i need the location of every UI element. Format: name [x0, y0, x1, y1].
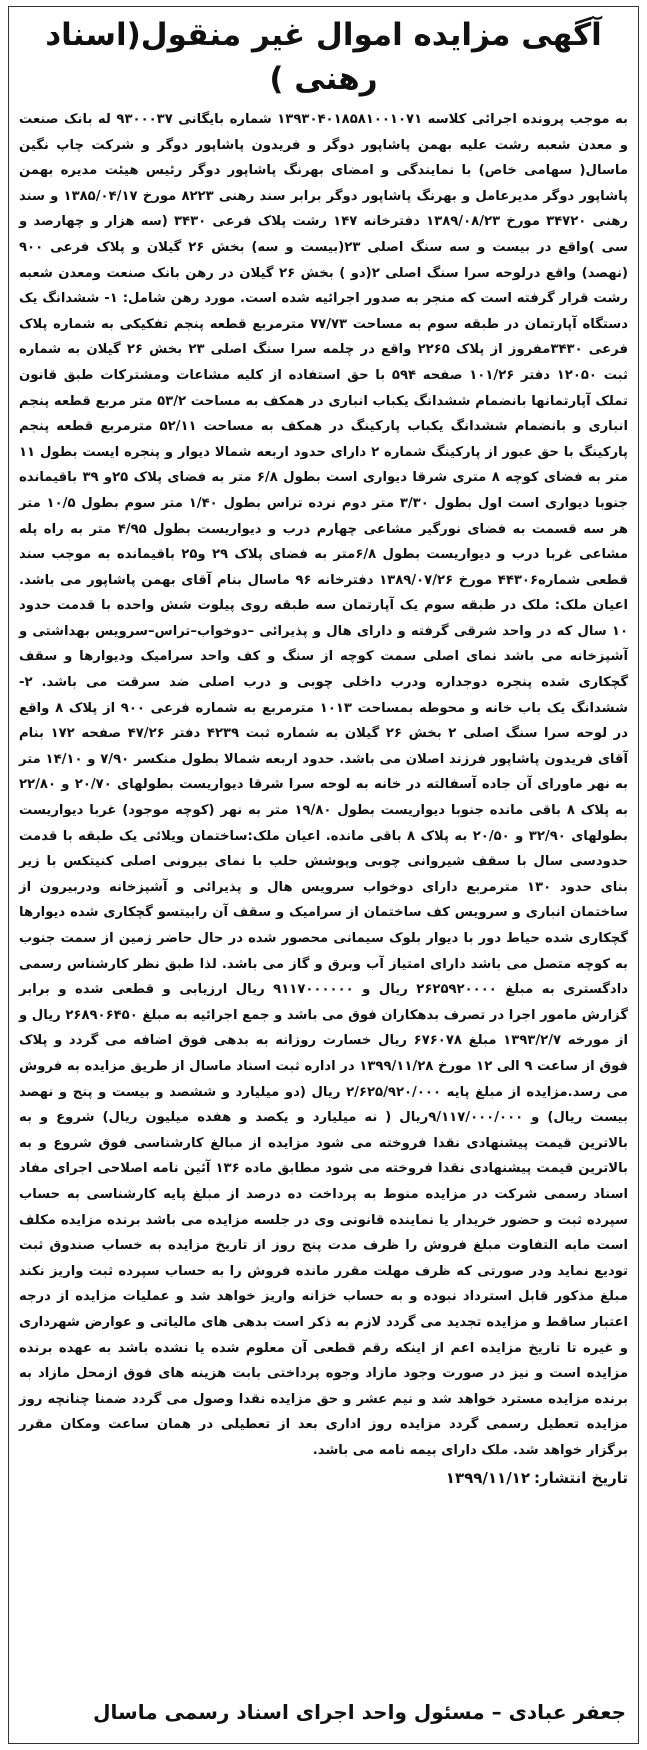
publication-date	[19, 1465, 628, 1491]
notice-body-paragraph: به موجب پرونده اجرائی کلاسه ۱۳۹۳۰۴۰۱۸۵۸۱۰۰۱۰۷۱ شماره بایگانی ۹۳۰۰۰۳۷ له بانک صنعت و معدن شعبه رشت علیه بهمن پاشاپور دوگر و فریدون پاشاپور دوگر و شرکت چاپ نگین ماسال( سهامی خاص) با نمایندگی و امضای بهرنگ پاشاپور دوگر رئیس هیئت مدیره بهمن پاشاپور دوگر مدیرعامل و بهرنگ پاشاپور دوگر برابر سند رهنی ۸۲۲۳ مورخ ۱۳۸۵/۰۴/۱۷ و سند رهنی ۳۴۷۲۰ مورخ ۱۳۸۹/۰۸/۲۳ دفترخانه ۱۴۷ رشت پلاک فرعی ۳۴۳۰ (سه هزار و چهارصد و سی )واقع در بیست و سه سنگ اصلی ۲۳(بیست و سه) بخش ۲۶ گیلان و پلاک فرعی ۹۰۰ (نهصد) واقع درلوحه سرا سنگ اصلی ۲(دو ) بخش ۲۶ گیلان در رهن بانک صنعت ومعدن شعبه رشت قرار گرفته است که منجر به صدور اجرائیه شده است. مورد رهن شامل: ۱- ششدانگ یک دستگاه آپارتمان در طبقه سوم به مساحت ۷۷/۷۳ مترمربع قطعه پنجم تفکیکی به شماره پلاک فرعی ۳۴۳۰مفروز از پلاک ۲۲۶۵ واقع در چلمه سرا سنگ اصلی ۲۳ بخش ۲۶ گیلان به شماره ثبت ۱۲۰۵۰ دفتر ۱۰۱/۲۶ صفحه ۵۹۴ با حق استفاده از کلیه مشاعات ومشترکات طبق قانون تملک آپارتمانها بانضمام ششدانگ یکباب انباری در همکف به مساحت ۵۳/۲ متر مربع قطعه پنجم انباری و بانضمام ششدانگ یکباب پارکینگ در همکف به مساحت ۵۲/۱۱ مترمربع قطعه پنجم پارکینگ با حق عبور از پارکینگ شماره ۲ دارای حدود اربعه شمالا دیوار و پنجره ایست بطول ۱۱ متر به فضای کوچه ۸ متری شرقا دیواری است بطول ۶/۸ متر به فضای پلاک ۲۵و ۳۹ باقیمانده جنوبا دیواری است اول بطول ۳/۳۰ متر دوم نرده تراس بطول ۱/۴۰ متر سوم بطول ۱۰/۵ متر هر سه قسمت به فضای نورگیر مشاعی چهارم درب و دیواریست بطول ۴/۹۵ متر به راه پله مشاعی غربا درب و دیواریست بطول ۶/۸متر به فضای پلاک ۲۹ و۲۵ باقیمانده به موجب سند قطعی شماره۴۴۳۰۶ مورخ ۱۳۸۹/۰۷/۲۶ دفترخانه ۹۶ ماسال بنام آقای بهمن پاشاپور می باشد. اعیان ملک: ملک در طبقه سوم یک آپارتمان سه طبقه روی پیلوت شش واحده با قدمت حدود ۱۰ سال که در واحد شرقی گرفته و دارای هال و پذیرائی –دوخواب–تراس–سرویس بهداشتی و آشپزخانه می باشد نمای اصلی سمت کوچه از سنگ و کف واحد سرامیک ودیوارها و سقف گچکاری شده پنجره دوجداره ودرب داخلی چوبی و درب اصلی ضد سرقت می باشد. ۲- ششدانگ یک باب خانه و محوطه بمساحت ۱۰۱۳ مترمربع به شماره فرعی ۹۰۰ از پلاک ۸ واقع در لوحه سرا سنگ اصلی ۲ بخش ۲۶ گیلان به شماره ثبت ۴۲۳۹ دفتر ۴۷/۲۶ صفحه ۱۷۲ بنام آقای فریدون پاشاپور فرزند اصلان می باشد. حدود اربعه شمالا بطول منکسر ۷/۹۰ و ۱۴/۱۰ متر به نهر ماورای آن جاده آسفالته در خانه به لوحه سرا شرقا دیواریست بطولهای ۲۰/۷۰ و ۲۲/۸۰ به پلاک ۸ باقی مانده جنوبا دیواریست بطول ۱۹/۸۰ متر به نهر (کوچه موجود) غربا دیواریست بطولهای ۳۲/۹۰ و ۲۰/۵۰ به پلاک ۸ باقی مانده. اعیان ملک:ساختمان ویلائی یک طبقه با قدمت حدودسی سال با سقف شیروانی چوبی وپوشش حلب با نمای بیرونی اصلی کنیتکس با زیر بنای حدود ۱۳۰ مترمربع دارای دوخواب سرویس هال و پذیرائی و آشپزخانه ودربیرون از ساختمان انباری و سرویس کف ساختمان از سرامیک و سقف آن رابیتسو گچکاری شده دیوارها گچکاری شده حیاط دور با دیوار بلوک سیمانی محصور شده در حال حاضر زمین از سمت جنوب به کوچه متصل می باشد دارای امتیاز آب وبرق و گاز می باشد. لذا طبق نظر کارشناس رسمی دادگستری به مبلغ ۲۶۲۵۹۲۰۰۰۰ ریال و ۹۱۱۷۰۰۰۰۰۰ ریال ارزیابی و قطعی شده و برابر گزارش مامور اجرا در تصرف بدهکاران فوق می باشد و جمع اجرائیه به مبلغ ۲۶۸۹۰۶۴۵۰ ریال و از مورخه ۱۳۹۳/۲/۷ مبلغ ۶۷۶۰۷۸ ریال خسارت روزانه به بدهی فوق اضافه می گردد و پلاک فوق از ساعت ۹ الی ۱۲ مورخ ۱۳۹۹/۱۱/۲۸ در اداره ثبت اسناد ماسال از طریق مزایده به فروش می رسد.مزایده از مبلغ پایه ۲/۶۲۵/۹۲۰/۰۰۰ ریال (دو میلیارد و ششصد و بیست و پنج و نهصد بیست ریال) و ۹/۱۱۷/۰۰۰/۰۰۰ریال ( نه میلیارد و یکصد و هفده میلیون ریال) شروع و به بالاترین قیمت پیشنهادی نقدا فروخته می شود مزایده از مبالغ کارشناسی فوق شروع و به بالاترین قیمت پیشنهادی نقدا فروخته می شود مطابق ماده ۱۳۶ آئین نامه اصلاحی اجرای مفاد اسناد رسمی شرکت در مزایده منوط به پرداخت ده درصد از مبلغ پایه کارشناسی به حساب سپرده ثبت و حضور خریدار یا نماینده قانونی وی در جلسه مزایده می باشد برنده مزایده مکلف است مابه التفاوت مبلغ فروش را ظرف مدت پنج روز از تاریخ مزایده به خساب صندوق ثبت تودیع نماید ودر صورتی که ظرف مهلت مقرر مانده فروش را به حساب سپرده ثبت واریز نکند مبلغ مذکور قابل استرداد نبوده و به حساب خزانه واریز خواهد شد و عملیات مزایده از درجه اعتبار ساقط و مزایده تجدید می گردد لازم به ذکر است بدهی های مالیاتی و عوارض شهرداری و غیره تا تاریخ مزایده اعم از اینکه رقم قطعی آن معلوم شده یا نشده باشد به عهده برنده مزایده است و نیز در صورت وجود مازاد وجوه پرداختی بابت هزینه های فوق ازمحل مازاد به برنده مزایده مسترد خواهد شد و نیم عشر و حق مزایده نقدا وصول می گردد ضمنا چنانچه روز مزایده تعطیل رسمی گردد مزایده روز اداری بعد از تعطیلی در همان ساعت ومکان مقرر برگزار خواهد شد. ملک دارای بیمه نامه می باشد.	[19, 112, 629, 1458]
notice-body	[19, 107, 628, 1463]
notice-title: آگهی مزایده اموال غیر منقول(اسناد رهنی )	[45, 17, 602, 97]
signature: جعفر عبادی – مسئول واحد اجرای اسناد رسمی ماسال	[93, 1700, 626, 1724]
publication-date-value: ۱۳۹۹/۱۱/۱۲	[445, 1469, 530, 1488]
auction-notice	[8, 6, 639, 1744]
publication-date-label: تاریخ انتشار:	[534, 1469, 628, 1488]
